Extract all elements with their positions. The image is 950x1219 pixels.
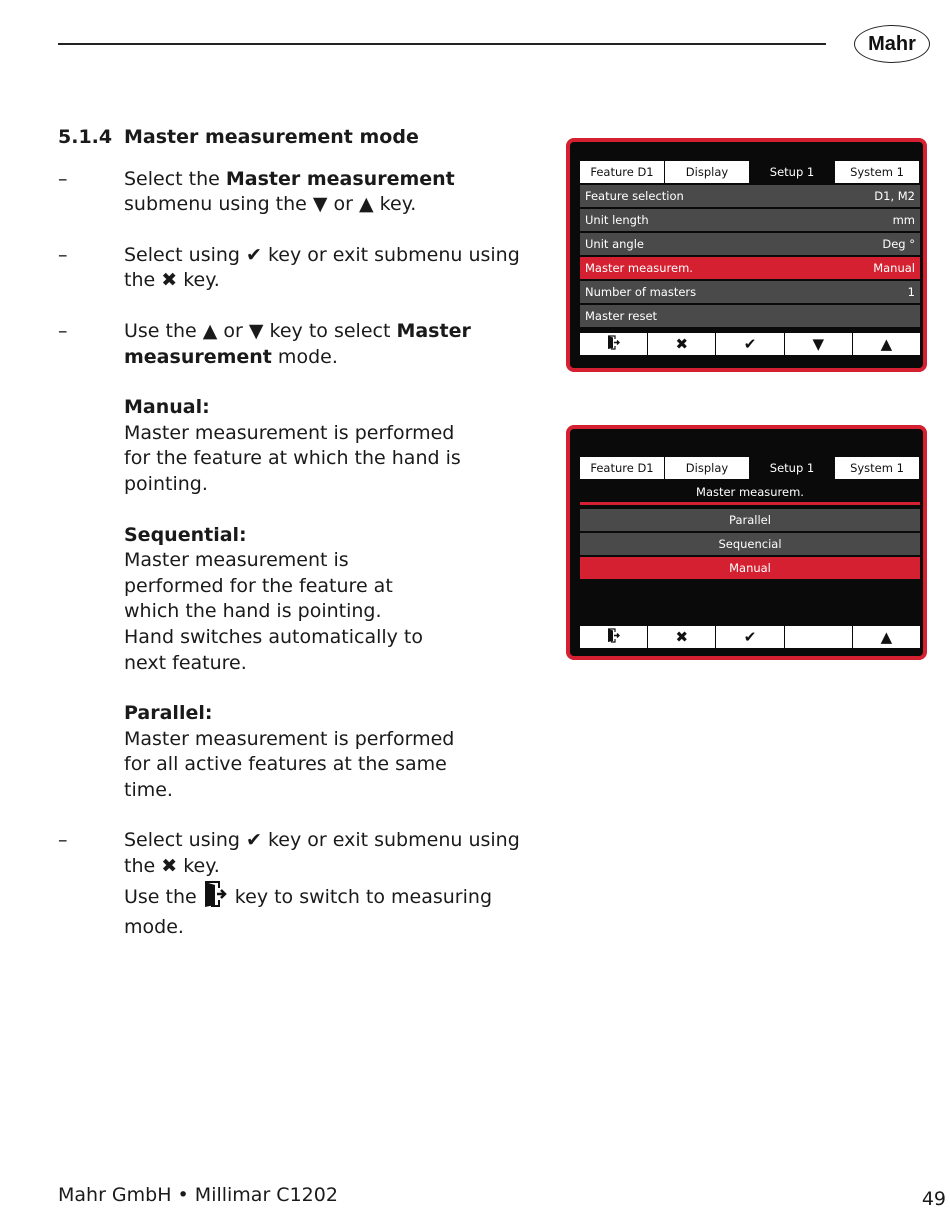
empty-key[interactable] [785, 626, 853, 648]
softkey-bar [580, 626, 920, 648]
up-arrow-icon: ▲ [880, 335, 893, 353]
tab-system[interactable]: System 1 [835, 161, 920, 183]
cross-icon: ✖ [161, 855, 178, 878]
mahr-logo: Mahr [854, 25, 930, 63]
option-parallel[interactable]: Parallel [580, 509, 920, 531]
cancel-key[interactable] [648, 626, 716, 648]
down-arrow-icon: ▼ [812, 335, 824, 353]
setup-menu-list [580, 185, 920, 329]
confirm-key[interactable] [716, 626, 784, 648]
section-content [58, 125, 538, 966]
cross-icon: ✖ [675, 335, 689, 353]
tab-setup[interactable]: Setup 1 [750, 457, 835, 479]
bullet-dash: – [58, 167, 68, 190]
cancel-key[interactable] [648, 333, 716, 355]
exit-key[interactable] [580, 626, 648, 648]
softkey-bar [580, 333, 920, 355]
screen-tabs [580, 161, 920, 183]
step-4: – Select using ✔ key or exit submenu using the ✖ key. Use the key to switch to measuring mode. [58, 828, 538, 940]
mode-manual: Manual: Master measurement is performed for the feature at which the hand is pointing. [124, 396, 461, 495]
menu-row-unit-length[interactable]: Unit length mm [580, 209, 920, 231]
cross-icon: ✖ [161, 269, 178, 292]
footer-company: Mahr GmbH • Millimar C1202 [58, 1184, 338, 1206]
exit-icon [203, 880, 229, 916]
submenu-title: Master measurem. [580, 481, 920, 505]
header-rule [58, 43, 826, 45]
tab-feature[interactable]: Feature D1 [580, 457, 665, 479]
up-arrow-icon: ▲ [880, 628, 893, 646]
section-number: 5.1.4 [58, 126, 113, 148]
step-1: – Select the Master measurement submenu using the ▼ or ▲ key. [58, 167, 538, 218]
menu-row-master-measurement[interactable]: Master measurem. Manual [580, 257, 920, 279]
tab-setup[interactable]: Setup 1 [750, 161, 835, 183]
page-number: 49 [921, 1188, 946, 1210]
down-key[interactable] [785, 333, 853, 355]
menu-row-feature-selection[interactable]: Feature selection D1, M2 [580, 185, 920, 207]
menu-row-number-of-masters[interactable]: Number of masters 1 [580, 281, 920, 303]
step-2: – Select using ✔ key or exit submenu using the ✖ key. [58, 243, 538, 294]
check-icon: ✔ [246, 829, 262, 852]
tab-display[interactable]: Display [665, 457, 750, 479]
bullet-dash: – [58, 319, 68, 342]
exit-key[interactable] [580, 333, 648, 355]
check-icon: ✔ [743, 335, 757, 353]
device-screen-setup [566, 138, 927, 372]
tab-display[interactable]: Display [665, 161, 750, 183]
step-3: – Use the ▲ or ▼ key to select Master measurement mode. [58, 319, 538, 370]
exit-icon [607, 335, 621, 354]
menu-row-unit-angle[interactable]: Unit angle Deg ° [580, 233, 920, 255]
mode-parallel: Parallel: Master measurement is performed for all active features at the same time. [124, 702, 455, 801]
screen-tabs [580, 457, 920, 479]
master-mode-options [580, 509, 920, 581]
cross-icon: ✖ [675, 628, 689, 646]
mode-sequential: Sequential: Master measurement is performed for the feature at which the hand is pointing. Hand switches automatically to next feature. [124, 523, 423, 674]
section-heading [58, 125, 538, 151]
confirm-key[interactable] [716, 333, 784, 355]
check-icon: ✔ [743, 628, 757, 646]
option-sequential[interactable]: Sequencial [580, 533, 920, 555]
tab-system[interactable]: System 1 [835, 457, 920, 479]
bullet-dash: – [58, 829, 68, 852]
device-screen-master-mode [566, 425, 927, 660]
exit-icon [607, 628, 621, 647]
bullet-dash: – [58, 243, 68, 266]
option-manual[interactable]: Manual [580, 557, 920, 579]
up-key[interactable] [853, 626, 920, 648]
up-key[interactable] [853, 333, 920, 355]
menu-row-master-reset[interactable]: Master reset [580, 305, 920, 327]
tab-feature[interactable]: Feature D1 [580, 161, 665, 183]
section-title: Master measurement mode [124, 126, 419, 148]
check-icon: ✔ [246, 243, 262, 266]
